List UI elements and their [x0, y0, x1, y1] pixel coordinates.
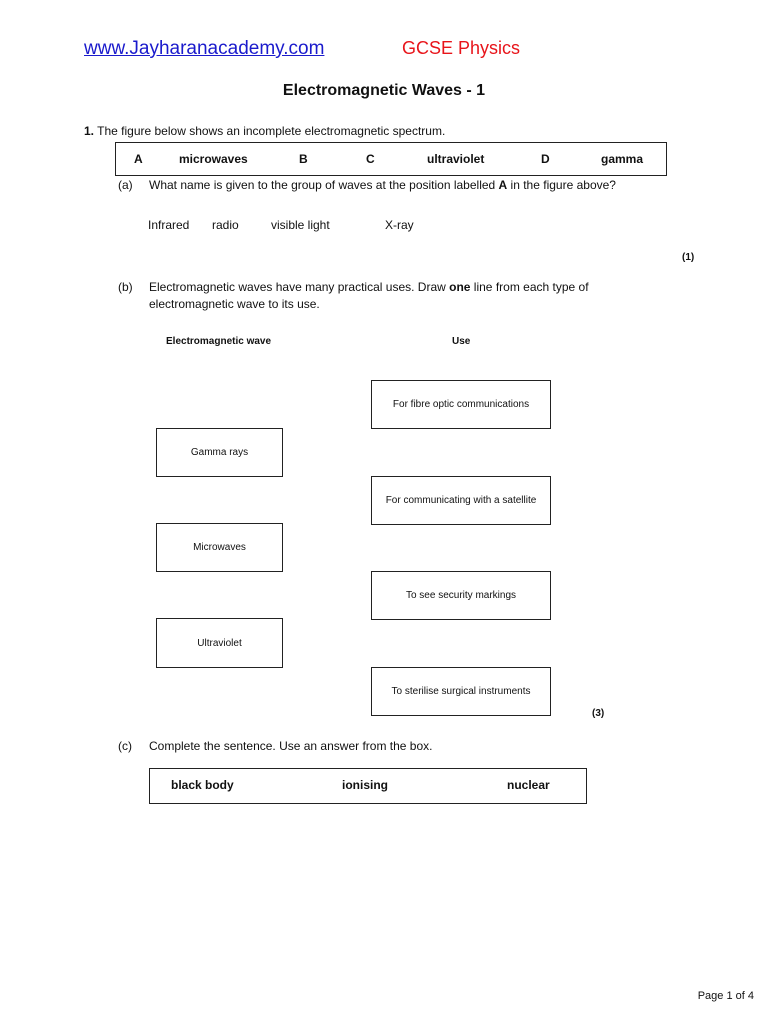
option-visible-light: visible light	[271, 218, 330, 232]
spectrum-cell-c: C	[366, 152, 375, 166]
question-1-intro	[84, 124, 445, 138]
part-a-question	[149, 178, 616, 192]
column-header-use: Use	[452, 336, 471, 347]
wave-label: Gamma rays	[190, 447, 249, 458]
column-header-wave: Electromagnetic wave	[166, 336, 272, 347]
use-label: For communicating with a satellite	[385, 495, 537, 506]
option-x-ray: X-ray	[385, 218, 414, 232]
option-radio: radio	[212, 218, 239, 232]
part-b-line1-before: Electromagnetic waves have many practical uses. Draw	[149, 280, 450, 294]
part-b-line1-bold: one	[449, 280, 471, 294]
option-infrared: Infrared	[148, 218, 190, 232]
wave-box-gamma-rays[interactable]	[156, 428, 283, 477]
part-c-question: Complete the sentence. Use an answer from the box.	[149, 739, 433, 753]
use-box-sterilise[interactable]	[371, 667, 551, 716]
part-c-label: (c)	[118, 739, 132, 753]
spectrum-cell-b: B	[299, 152, 308, 166]
part-b-line2: electromagnetic wave to its use.	[149, 297, 320, 311]
part-a-text-after: in the figure above?	[507, 178, 616, 192]
spectrum-cell-a: A	[134, 152, 143, 166]
page-title: Electromagnetic Waves - 1	[282, 82, 486, 99]
use-box-satellite[interactable]	[371, 476, 551, 525]
part-b-line1-after: line from each type of	[470, 280, 589, 294]
wave-label: Ultraviolet	[197, 637, 242, 649]
website-link[interactable]: www.Jayharanacademy.com	[84, 38, 325, 59]
spectrum-cell-gamma: gamma	[601, 152, 644, 166]
word-nuclear: nuclear	[507, 778, 550, 792]
part-a-marks: (1)	[682, 252, 695, 263]
spectrum-table	[115, 142, 667, 176]
subject-title: GCSE Physics	[402, 38, 521, 58]
part-a-text-before: What name is given to the group of waves at the position labelled	[149, 178, 499, 192]
word-black-body: black body	[171, 778, 234, 792]
spectrum-cell-d: D	[541, 152, 550, 166]
use-label: For fibre optic communications	[392, 399, 530, 410]
use-label: To see security markings	[405, 590, 517, 601]
wave-box-microwaves[interactable]	[156, 523, 283, 572]
wave-label: Microwaves	[193, 542, 246, 553]
spectrum-cell-ultraviolet: ultraviolet	[427, 152, 485, 166]
use-label: To sterilise surgical instruments	[391, 686, 531, 697]
wave-box-ultraviolet[interactable]	[156, 618, 283, 668]
part-b-line1	[149, 280, 589, 294]
answer-word-box	[149, 768, 587, 804]
use-box-security-markings[interactable]	[371, 571, 551, 620]
part-a-bold: A	[498, 178, 508, 192]
part-b-marks: (3)	[592, 708, 605, 719]
part-a-label: (a)	[118, 178, 133, 192]
question-intro-text: The figure below shows an incomplete electromagnetic spectrum.	[97, 124, 446, 138]
spectrum-cell-microwaves: microwaves	[179, 152, 248, 166]
page-number: Page 1 of 4	[697, 990, 754, 1002]
use-box-fibre-optic[interactable]	[371, 380, 551, 429]
question-number: 1.	[84, 124, 95, 138]
word-ionising: ionising	[342, 778, 388, 792]
part-b-label: (b)	[118, 280, 133, 294]
